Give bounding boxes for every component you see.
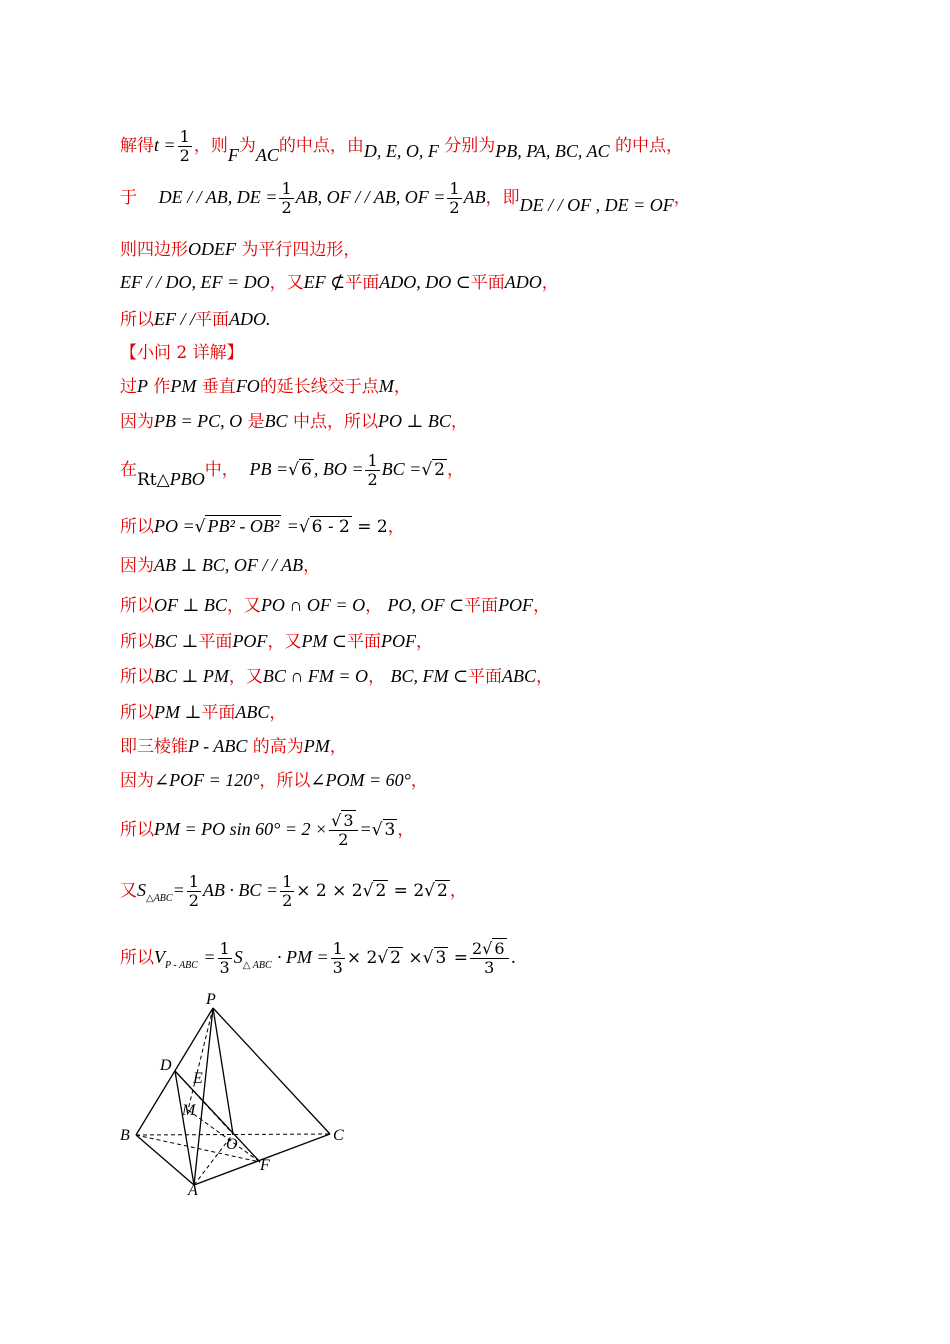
text: ， bbox=[397, 820, 415, 840]
numerator: √ 3 bbox=[329, 812, 357, 831]
math: PO ⊥ BC bbox=[377, 411, 451, 431]
label-D: D bbox=[160, 1057, 172, 1074]
text: 为 bbox=[238, 136, 256, 156]
numerator: 2√ 6 bbox=[470, 940, 509, 959]
math: M bbox=[378, 376, 394, 396]
fraction bbox=[331, 940, 345, 977]
text: 又 bbox=[120, 881, 137, 901]
math: ABC bbox=[235, 702, 270, 722]
text: 平面 bbox=[345, 273, 380, 293]
text: 平面 bbox=[470, 273, 505, 293]
denominator: 2 bbox=[338, 830, 349, 849]
text: 平面 bbox=[464, 596, 499, 616]
fraction bbox=[187, 873, 201, 910]
math: AC bbox=[255, 145, 279, 165]
text: ， bbox=[365, 596, 383, 616]
math: PO ∩ OF = O bbox=[260, 595, 366, 615]
math: PBO bbox=[169, 469, 205, 489]
numerator: 1 bbox=[282, 872, 293, 891]
solution-line-11 bbox=[120, 553, 320, 578]
numerator: 1 bbox=[219, 939, 230, 958]
label-C: C bbox=[333, 1127, 344, 1144]
text: ， bbox=[541, 273, 559, 293]
numerator: 1 bbox=[188, 872, 199, 891]
text: ，又 bbox=[267, 632, 302, 652]
solution-line-10 bbox=[120, 514, 405, 539]
text: ，又 bbox=[226, 596, 261, 616]
math: BC, FM ⊂ bbox=[390, 666, 469, 686]
sqrt: √ 6 bbox=[288, 460, 312, 480]
solution-line-5 bbox=[120, 307, 271, 332]
math: PB = bbox=[249, 459, 289, 479]
math: OF ⊥ BC bbox=[154, 595, 227, 615]
text: 在 bbox=[120, 460, 137, 480]
denominator: 3 bbox=[219, 958, 230, 977]
math: = bbox=[286, 516, 299, 536]
text: 所以 bbox=[120, 820, 154, 840]
coefficient: 2 bbox=[471, 939, 483, 958]
solution-line-16 bbox=[120, 734, 347, 759]
segment-PM-hidden bbox=[188, 1008, 213, 1110]
math: PB, PA, BC, AC bbox=[495, 141, 610, 161]
section-heading: 【小问 2 详解】 bbox=[120, 343, 244, 363]
text: ， bbox=[368, 667, 386, 687]
denominator: 3 bbox=[484, 958, 495, 977]
math: BC bbox=[264, 411, 288, 431]
math: . bbox=[266, 309, 271, 329]
math: POF bbox=[498, 595, 534, 615]
fraction bbox=[178, 128, 192, 165]
text: 因为 bbox=[120, 771, 154, 791]
math: Rt△ bbox=[137, 470, 170, 490]
sqrt: √ 3 bbox=[371, 820, 396, 840]
label-E: E bbox=[193, 1070, 203, 1087]
label-M: M bbox=[182, 1102, 196, 1119]
text: 于 bbox=[120, 188, 137, 208]
math: V bbox=[154, 947, 165, 967]
math: PB = PC, O bbox=[154, 411, 243, 431]
math: × bbox=[408, 948, 423, 968]
math: AB, OF / / AB, OF = bbox=[295, 187, 446, 207]
solution-line-18 bbox=[120, 812, 414, 849]
solution-line-3 bbox=[120, 237, 360, 262]
fraction bbox=[365, 452, 379, 489]
solution-line-14 bbox=[120, 664, 553, 689]
math: , BO = bbox=[313, 459, 364, 479]
label-B: B bbox=[120, 1127, 130, 1144]
math: = 2 bbox=[357, 517, 388, 537]
solution-line-19 bbox=[120, 873, 467, 910]
numerator: 1 bbox=[179, 127, 190, 146]
denominator: 2 bbox=[281, 198, 292, 217]
text: 所以 bbox=[120, 948, 154, 968]
text: 因为 bbox=[120, 556, 154, 576]
solution-line-12 bbox=[120, 593, 550, 618]
sqrt: √ 2 bbox=[362, 881, 387, 901]
math: ADO bbox=[229, 309, 266, 329]
math: DE / / OF , DE = OF bbox=[519, 195, 674, 215]
denominator: 2 bbox=[179, 146, 190, 165]
radicand: 6 - 2 bbox=[311, 517, 350, 537]
solution-line-4 bbox=[120, 270, 559, 295]
math: = bbox=[203, 947, 216, 967]
radicand: PB² - OB² bbox=[207, 516, 280, 536]
text: ， bbox=[536, 667, 554, 687]
solution-line-8 bbox=[120, 409, 468, 434]
radicand: 3 bbox=[435, 948, 447, 968]
math: = bbox=[453, 948, 468, 968]
denominator: 2 bbox=[449, 198, 460, 217]
radicand: 6 bbox=[494, 939, 505, 958]
radicand: 3 bbox=[384, 820, 396, 840]
sqrt: √ 3 bbox=[422, 948, 447, 968]
text: 因为 bbox=[120, 412, 154, 432]
fraction bbox=[329, 812, 357, 849]
text: 平面 bbox=[201, 703, 236, 723]
text: 的高为 bbox=[252, 737, 304, 757]
sqrt: √ 2 bbox=[424, 881, 448, 901]
math: BC ⊥ bbox=[154, 631, 199, 651]
numerator: 1 bbox=[449, 179, 460, 198]
text: ， bbox=[387, 517, 405, 537]
sqrt: √ PB² - OB² bbox=[194, 516, 280, 537]
text: 则四边形 bbox=[120, 240, 188, 260]
text: 的中点，由 bbox=[278, 136, 364, 156]
math: DE / / AB, DE = bbox=[158, 187, 278, 207]
math: EF ⊄ bbox=[303, 272, 346, 292]
text: ， bbox=[533, 596, 551, 616]
text: 即三棱锥 bbox=[120, 737, 188, 757]
text: ， bbox=[393, 377, 411, 397]
sqrt: √ 2 bbox=[421, 460, 445, 480]
text: 平面 bbox=[347, 632, 382, 652]
text: ，则 bbox=[193, 136, 228, 156]
math: EF / / bbox=[154, 309, 195, 329]
fraction bbox=[218, 940, 232, 977]
text: ， bbox=[449, 881, 467, 901]
text: ， bbox=[673, 188, 691, 208]
text: 平面 bbox=[198, 632, 233, 652]
math: EF / / DO, EF = DO bbox=[120, 272, 270, 292]
numerator: 1 bbox=[332, 939, 343, 958]
math: · PM = bbox=[277, 947, 329, 967]
radicand: 3 bbox=[343, 811, 354, 830]
radicand: 6 bbox=[301, 460, 312, 480]
label-O: O bbox=[226, 1136, 238, 1153]
text: 所以 bbox=[120, 703, 154, 723]
text: 中点，所以 bbox=[292, 412, 378, 432]
sqrt: √ 2 bbox=[377, 948, 401, 968]
text: ， bbox=[329, 737, 347, 757]
math: × 2 × 2 bbox=[296, 881, 363, 901]
numerator: 1 bbox=[281, 179, 292, 198]
math: ∠POM = 60° bbox=[310, 770, 411, 790]
text: 所以 bbox=[120, 310, 154, 330]
label-A: A bbox=[188, 1182, 198, 1199]
text: 平面 bbox=[468, 667, 503, 687]
text: 是 bbox=[247, 412, 265, 432]
math: S bbox=[233, 947, 243, 967]
math: S bbox=[137, 880, 146, 900]
solution-line-15 bbox=[120, 700, 286, 725]
math: AB bbox=[463, 187, 486, 207]
denominator: 3 bbox=[332, 958, 343, 977]
math: ODEF bbox=[188, 239, 236, 259]
math: = bbox=[359, 819, 372, 839]
solution-line-13 bbox=[120, 629, 433, 654]
solution-line-7 bbox=[120, 374, 411, 399]
text: 的延长线交于点 bbox=[259, 377, 379, 397]
denominator: 2 bbox=[282, 891, 293, 910]
sqrt: √ 6 - 2 bbox=[298, 517, 350, 537]
radicand: 2 bbox=[436, 881, 448, 901]
fraction bbox=[279, 180, 293, 217]
edge-BA bbox=[136, 1135, 194, 1185]
text: 解得 bbox=[120, 136, 154, 156]
math: AB · BC = bbox=[202, 880, 279, 900]
text: ， bbox=[447, 460, 464, 480]
solution-line-1 bbox=[120, 128, 683, 165]
math: PM ⊥ bbox=[154, 702, 202, 722]
solution-line-9 bbox=[120, 452, 464, 489]
text: ， bbox=[303, 556, 321, 576]
text: 所以 bbox=[120, 667, 154, 687]
math: ADO bbox=[504, 272, 542, 292]
text: ，又 bbox=[228, 667, 263, 687]
pyramid-figure bbox=[110, 990, 370, 1200]
text: 为平行四边形， bbox=[241, 240, 361, 260]
text: ， bbox=[269, 703, 287, 723]
math: AB ⊥ BC, OF / / AB bbox=[154, 555, 304, 575]
text: ， bbox=[410, 771, 428, 791]
math: BC ⊥ PM bbox=[154, 666, 229, 686]
text: 分别为 bbox=[444, 136, 496, 156]
text: ，所以 bbox=[259, 771, 311, 791]
text: ， bbox=[416, 632, 434, 652]
math: PM = PO sin 60° = 2 × bbox=[154, 819, 328, 839]
math: ∠POF = 120° bbox=[154, 770, 260, 790]
math: ABC bbox=[502, 666, 537, 686]
math: D, E, O, F bbox=[363, 141, 439, 161]
math: PO = bbox=[154, 516, 195, 536]
math: FO bbox=[235, 376, 260, 396]
fraction bbox=[447, 180, 461, 217]
radicand: 2 bbox=[375, 881, 387, 901]
label-F: F bbox=[260, 1157, 270, 1174]
text: 所以 bbox=[120, 517, 154, 537]
text: 平面 bbox=[195, 310, 229, 330]
text: 中， bbox=[204, 460, 239, 480]
solution-line-20 bbox=[120, 940, 516, 977]
text: 所以 bbox=[120, 632, 154, 652]
math: ADO, DO ⊂ bbox=[379, 272, 471, 292]
solution-line-2 bbox=[120, 180, 691, 217]
math: F bbox=[227, 145, 239, 165]
text: 的中点， bbox=[615, 136, 684, 156]
fraction bbox=[280, 873, 294, 910]
text: 过 bbox=[120, 377, 137, 397]
denominator: 2 bbox=[188, 891, 199, 910]
text: 作 bbox=[153, 377, 171, 397]
math: P bbox=[137, 376, 148, 396]
text: ，即 bbox=[485, 188, 520, 208]
text: 所以 bbox=[120, 596, 154, 616]
text: ， bbox=[450, 412, 468, 432]
radicand: 2 bbox=[434, 460, 445, 480]
math: BC = bbox=[381, 459, 422, 479]
math: POF bbox=[381, 631, 417, 651]
math: = bbox=[172, 880, 185, 900]
math: POF bbox=[232, 631, 268, 651]
denominator: 2 bbox=[367, 470, 378, 489]
math: PO, OF ⊂ bbox=[387, 595, 465, 615]
math: t = bbox=[154, 135, 176, 155]
math: PM bbox=[303, 736, 330, 756]
radicand: 2 bbox=[390, 948, 401, 968]
math: . bbox=[510, 948, 516, 968]
fraction bbox=[470, 940, 509, 977]
solution-line-17 bbox=[120, 768, 428, 793]
subscript: △ ABC bbox=[242, 960, 272, 971]
math: P - ABC bbox=[188, 736, 248, 756]
subscript: P - ABC bbox=[165, 960, 198, 971]
text: ，又 bbox=[269, 273, 304, 293]
math: = 2 bbox=[393, 881, 425, 901]
numerator: 1 bbox=[367, 451, 378, 470]
text: 垂直 bbox=[201, 377, 236, 397]
math: × 2 bbox=[346, 948, 378, 968]
math: PM ⊂ bbox=[301, 631, 348, 651]
math: BC ∩ FM = O bbox=[262, 666, 369, 686]
subscript: △ABC bbox=[146, 893, 173, 904]
math: PM bbox=[170, 376, 197, 396]
label-P: P bbox=[206, 991, 216, 1008]
